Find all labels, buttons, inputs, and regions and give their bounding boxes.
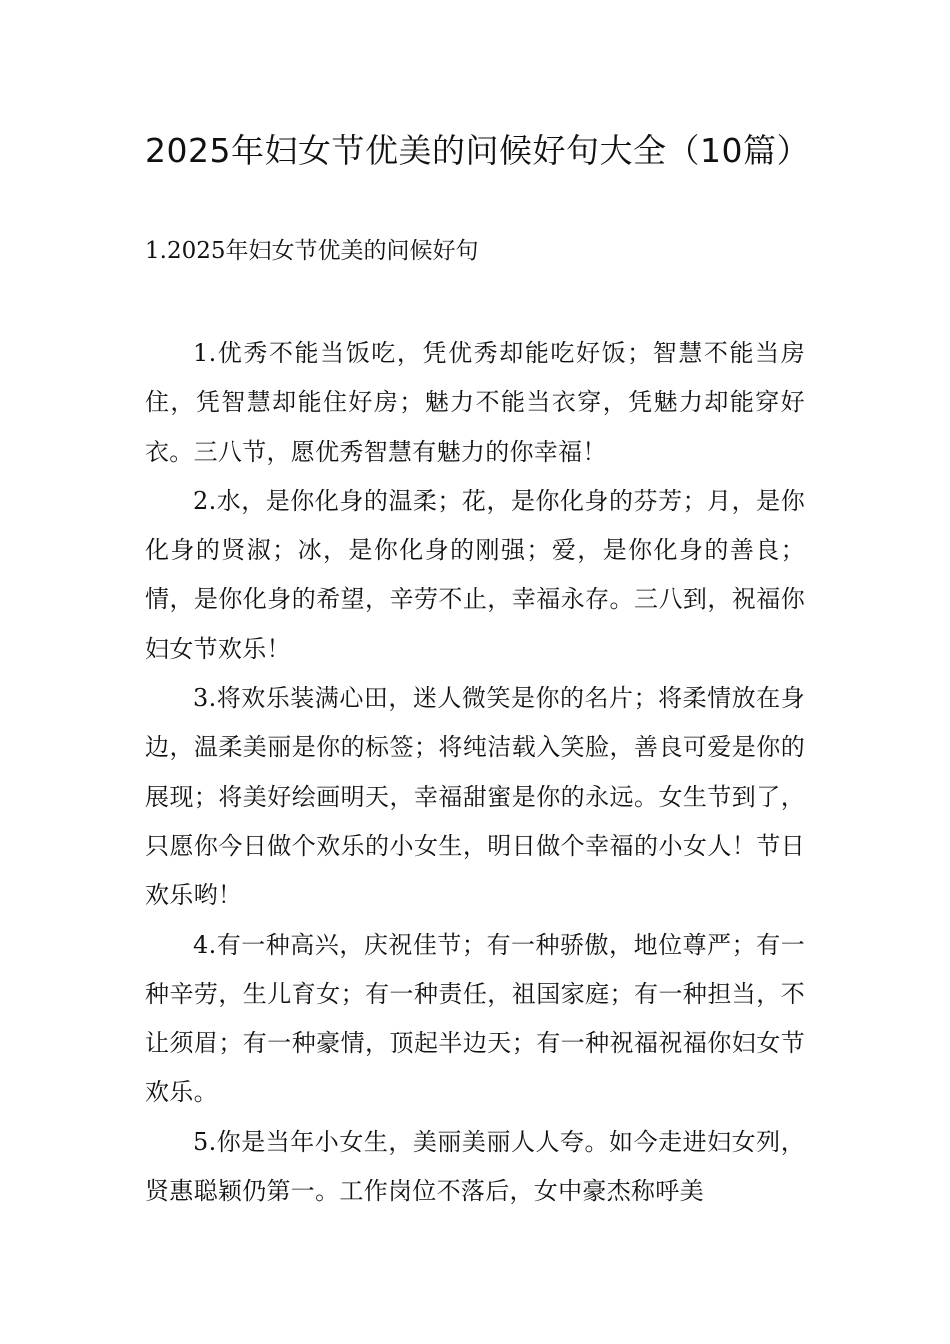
section-heading: 1.2025年妇女节优美的问候好句 [145,238,479,264]
document-title: 2025年妇女节优美的问候好句大全（10篇） [145,131,810,170]
paragraph-5: 5.你是当年小女生，美丽美丽人人夸。如今走进妇女列，贤惠聪颖仍第一。工作岗位不落后，女中豪杰称呼美 [145,1127,805,1206]
document-body [145,329,805,1216]
paragraph-4: 4.有一种高兴，庆祝佳节；有一种骄傲，地位尊严；有一种辛劳，生儿育女；有一种责任，祖国家庭；有一种担当，不让须眉；有一种豪情，顶起半边天；有一种祝福祝福你妇女节欢乐。 [145,930,805,1107]
paragraph-1: 1.优秀不能当饭吃，凭优秀却能吃好饭；智慧不能当房住，凭智慧却能住好房；魅力不能当衣穿，凭魅力却能穿好衣。三八节，愿优秀智慧有魅力的你幸福！ [145,339,805,466]
paragraph-3: 3.将欢乐装满心田，迷人微笑是你的名片；将柔情放在身边，温柔美丽是你的标签；将纯洁载入笑脸，善良可爱是你的展现；将美好绘画明天，幸福甜蜜是你的永远。女生节到了，只愿你今日做个欢乐的小女生，明日做个幸福的小女人！节日欢乐哟！ [145,684,805,910]
paragraph-2: 2.水，是你化身的温柔；花，是你化身的芬芳；月，是你化身的贤淑；冰，是你化身的刚强；爱，是你化身的善良；情，是你化身的希望，辛劳不止，幸福永存。三八到，祝福你妇女节欢乐！ [145,486,805,663]
